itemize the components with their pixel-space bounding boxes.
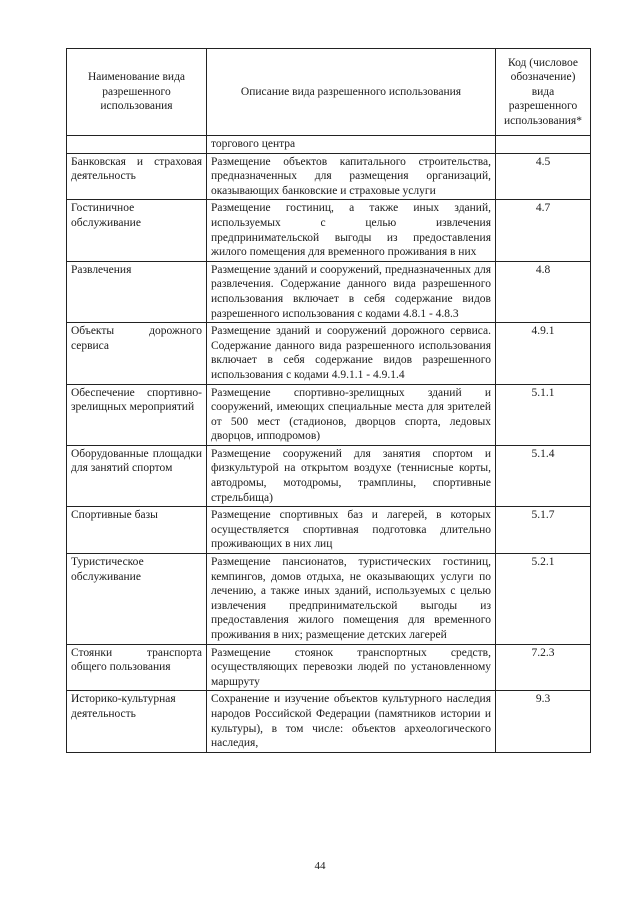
row-description: Размещение спортивно-зрелищных зданий и сооружений, имеющих специальные места для зрителей от 500 мест (стадионов, дворцов спорта, ледовых дворцов, ипподромов)	[207, 384, 496, 445]
header-name: Наименование вида разрешенного использования	[67, 49, 207, 136]
row-name: Оборудованные площадки для занятий спортом	[67, 445, 207, 506]
row-description: Размещение спортивных баз и лагерей, в которых осуществляется спортивная подготовка длительно проживающих в них лиц	[207, 507, 496, 554]
row-code: 4.9.1	[496, 323, 591, 384]
row-code: 5.1.7	[496, 507, 591, 554]
row-description: Размещение объектов капитального строительства, предназначенных для размещения организаций, оказывающих банковские и страховые услуги	[207, 153, 496, 200]
row-name: Развлечения	[67, 261, 207, 322]
table-row	[67, 261, 591, 322]
row-name: Обеспечение спортивно-зрелищных мероприятий	[67, 384, 207, 445]
row-description: Размещение стоянок транспортных средств, осуществляющих перевозки людей по установленному маршруту	[207, 644, 496, 691]
table-row	[67, 644, 591, 691]
row-description: Размещение зданий и сооружений, предназначенных для развлечения. Содержание данного вида разрешенного использования включает в себя содержание видов разрешенного использования с кодами 4.8.1 - 4.8.3	[207, 261, 496, 322]
table-row	[67, 200, 591, 261]
row-code: 5.2.1	[496, 554, 591, 645]
row-description: Размещение зданий и сооружений дорожного сервиса. Содержание данного вида разрешенного использования включает в себя содержание видов разрешенного использования с кодами 4.9.1.1 - 4.9.1.4	[207, 323, 496, 384]
row-code: 5.1.4	[496, 445, 591, 506]
row-code: 4.5	[496, 153, 591, 200]
row-code: 9.3	[496, 691, 591, 752]
row-description: Размещение сооружений для занятия спортом и физкультурой на открытом воздухе (теннисные корты, автодромы, мотодромы, трамплины, спортивные стрельбища)	[207, 445, 496, 506]
row-code: 4.8	[496, 261, 591, 322]
land-use-table	[66, 48, 591, 753]
row-name: Спортивные базы	[67, 507, 207, 554]
table-row	[67, 136, 591, 154]
row-name: Историко-культурная деятельность	[67, 691, 207, 752]
table-header-row	[67, 49, 591, 136]
row-description: Сохранение и изучение объектов культурного наследия народов Российской Федерации (памятников истории и культуры), в том числе: объектов археологического наследия,	[207, 691, 496, 752]
page-number: 44	[314, 860, 326, 872]
table-row	[67, 445, 591, 506]
row-code: 4.7	[496, 200, 591, 261]
table-row	[67, 691, 591, 752]
row-name: Туристическое обслуживание	[67, 554, 207, 645]
row-code: 7.2.3	[496, 644, 591, 691]
row-description: торгового центра	[207, 136, 496, 154]
header-code: Код (числовое обозначение) вида разрешенного использования*	[496, 49, 591, 136]
table-row	[67, 384, 591, 445]
row-name	[67, 136, 207, 154]
row-name: Объекты дорожного сервиса	[67, 323, 207, 384]
row-code	[496, 136, 591, 154]
row-name: Банковская и страховая деятельность	[67, 153, 207, 200]
row-description: Размещение пансионатов, туристических гостиниц, кемпингов, домов отдыха, не оказывающих услуги по лечению, а также иных зданий, используемых с целью извлечения предпринимательской выгоды из предоставления жилого помещения для временного проживания в них; размещение детских лагерей	[207, 554, 496, 645]
table-row	[67, 323, 591, 384]
row-name: Гостиничное обслуживание	[67, 200, 207, 261]
table-row	[67, 153, 591, 200]
row-name: Стоянки транспорта общего пользования	[67, 644, 207, 691]
header-description: Описание вида разрешенного использования	[207, 49, 496, 136]
table-row	[67, 554, 591, 645]
row-description: Размещение гостиниц, а также иных зданий, используемых с целью извлечения предпринимательской выгоды из предоставления жилого помещения для временного проживания в них	[207, 200, 496, 261]
row-code: 5.1.1	[496, 384, 591, 445]
table-row	[67, 507, 591, 554]
